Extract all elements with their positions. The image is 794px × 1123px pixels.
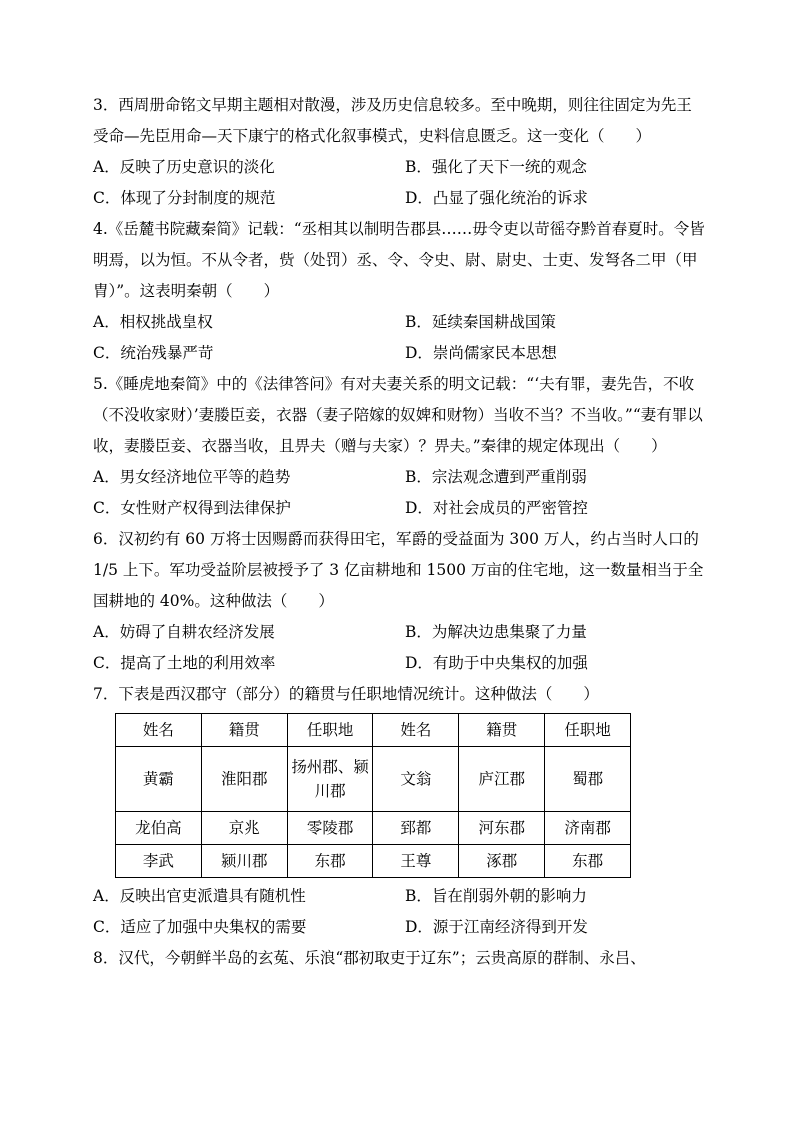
table-row (116, 747, 631, 812)
option-d: D．有助于中央集权的加强 (405, 654, 588, 672)
table-row (116, 845, 631, 878)
option-d: D．源于江南经济得到开发 (405, 918, 588, 936)
option-b: B．宗法观念遭到严重削弱 (405, 468, 587, 486)
question-stem: 3．西周册命铭文早期主题相对散漫，涉及历史信息较多。至中晚期，则往往固定为先王受命—先臣用命—天下康宁的格式化叙事模式，史料信息匮乏。这一变化（ ） (93, 96, 692, 145)
table-header-row (116, 714, 631, 747)
table-cell: 扬州郡、颍川郡 (287, 747, 373, 812)
table-cell: 郅都 (373, 812, 459, 845)
option-a: A．相权挑战皇权 (93, 313, 213, 331)
table-header-cell: 籍贯 (201, 714, 287, 747)
question-8 (93, 943, 705, 974)
option-a: A．反映出官吏派遣具有随机性 (93, 887, 306, 905)
question-3 (93, 90, 705, 214)
question-options (93, 462, 705, 524)
question-stem: 5.《睡虎地秦简》中的《法律答问》有对夫妻关系的明文记载：“‘夫有罪，妻先告，不收（不没收家财）’妻媵臣妾，衣器（妻子陪嫁的奴婢和财物）当收不当？不当收。”“妻有罪以收，妻媵臣妾、衣器当收，且畀夫（赠与夫家）？畀夫。”秦律的规定体现出（ ） (93, 375, 703, 455)
official-table (115, 713, 631, 878)
table-cell: 蜀郡 (545, 747, 631, 812)
question-options (93, 152, 705, 214)
option-d: D．凸显了强化统治的诉求 (405, 189, 588, 207)
option-a: A．反映了历史意识的淡化 (93, 158, 275, 176)
question-6 (93, 524, 705, 679)
option-c: C．体现了分封制度的规范 (93, 189, 276, 207)
table-cell: 李武 (116, 845, 202, 878)
table-cell: 河东郡 (459, 812, 545, 845)
table-cell: 文翁 (373, 747, 459, 812)
table-header-cell: 姓名 (116, 714, 202, 747)
question-7 (93, 679, 705, 943)
option-b: B．延续秦国耕战国策 (405, 313, 556, 331)
table-header-cell: 姓名 (373, 714, 459, 747)
option-c: C．统治残暴严苛 (93, 344, 214, 362)
option-a: A．妨碍了自耕农经济发展 (93, 623, 275, 641)
question-stem: 8．汉代，今朝鲜半岛的玄菟、乐浪“郡初取吏于辽东”；云贵高原的群制、永吕、 (93, 949, 646, 967)
table-header-cell: 任职地 (287, 714, 373, 747)
table-cell: 东郡 (287, 845, 373, 878)
option-a: A．男女经济地位平等的趋势 (93, 468, 291, 486)
question-options (93, 307, 705, 369)
table-cell: 东郡 (545, 845, 631, 878)
table-cell: 龙伯高 (116, 812, 202, 845)
table-cell: 淮阳郡 (201, 747, 287, 812)
question-4 (93, 214, 705, 369)
option-c: C．适应了加强中央集权的需要 (93, 918, 307, 936)
question-stem: 6．汉初约有 60 万将士因赐爵而获得田宅，军爵的受益面为 300 万人，约占当时人口的 1/5 上下。军功受益阶层被授予了 3 亿亩耕地和 1500 万亩的住宅地，这一数量相当于全国耕地的 40%。这种做法（ ） (93, 530, 704, 610)
option-b: B．为解决边患集聚了力量 (405, 623, 587, 641)
table-cell: 济南郡 (545, 812, 631, 845)
question-options (93, 617, 705, 679)
table-cell: 零陵郡 (287, 812, 373, 845)
question-5 (93, 369, 705, 524)
table-cell: 京兆 (201, 812, 287, 845)
table-cell: 涿郡 (459, 845, 545, 878)
table-cell: 黄霸 (116, 747, 202, 812)
option-d: D．对社会成员的严密管控 (405, 499, 588, 517)
option-c: C．女性财产权得到法律保护 (93, 499, 291, 517)
table-header-cell: 任职地 (545, 714, 631, 747)
question-options (93, 881, 705, 943)
table-cell: 颍川郡 (201, 845, 287, 878)
table-cell: 庐江郡 (459, 747, 545, 812)
question-stem: 4.《岳麓书院藏秦简》记载：“丞相其以制明告郡县……毋令吏以苛徭夺黔首春夏时。令皆明焉，以为恒。不从令者，赀（处罚）丞、令、令史、尉、尉史、士吏、发弩各二甲（甲胄）”。这表明秦朝（ ） (93, 220, 705, 300)
table-cell: 王尊 (373, 845, 459, 878)
table-header-cell: 籍贯 (459, 714, 545, 747)
option-d: D．崇尚儒家民本思想 (405, 344, 557, 362)
exam-page (93, 90, 705, 974)
question-stem: 7．下表是西汉郡守（部分）的籍贯与任职地情况统计。这种做法（ ） (93, 685, 599, 703)
option-b: B．旨在削弱外朝的影响力 (405, 887, 587, 905)
table-row (116, 812, 631, 845)
option-b: B．强化了天下一统的观念 (405, 158, 587, 176)
option-c: C．提高了土地的利用效率 (93, 654, 276, 672)
